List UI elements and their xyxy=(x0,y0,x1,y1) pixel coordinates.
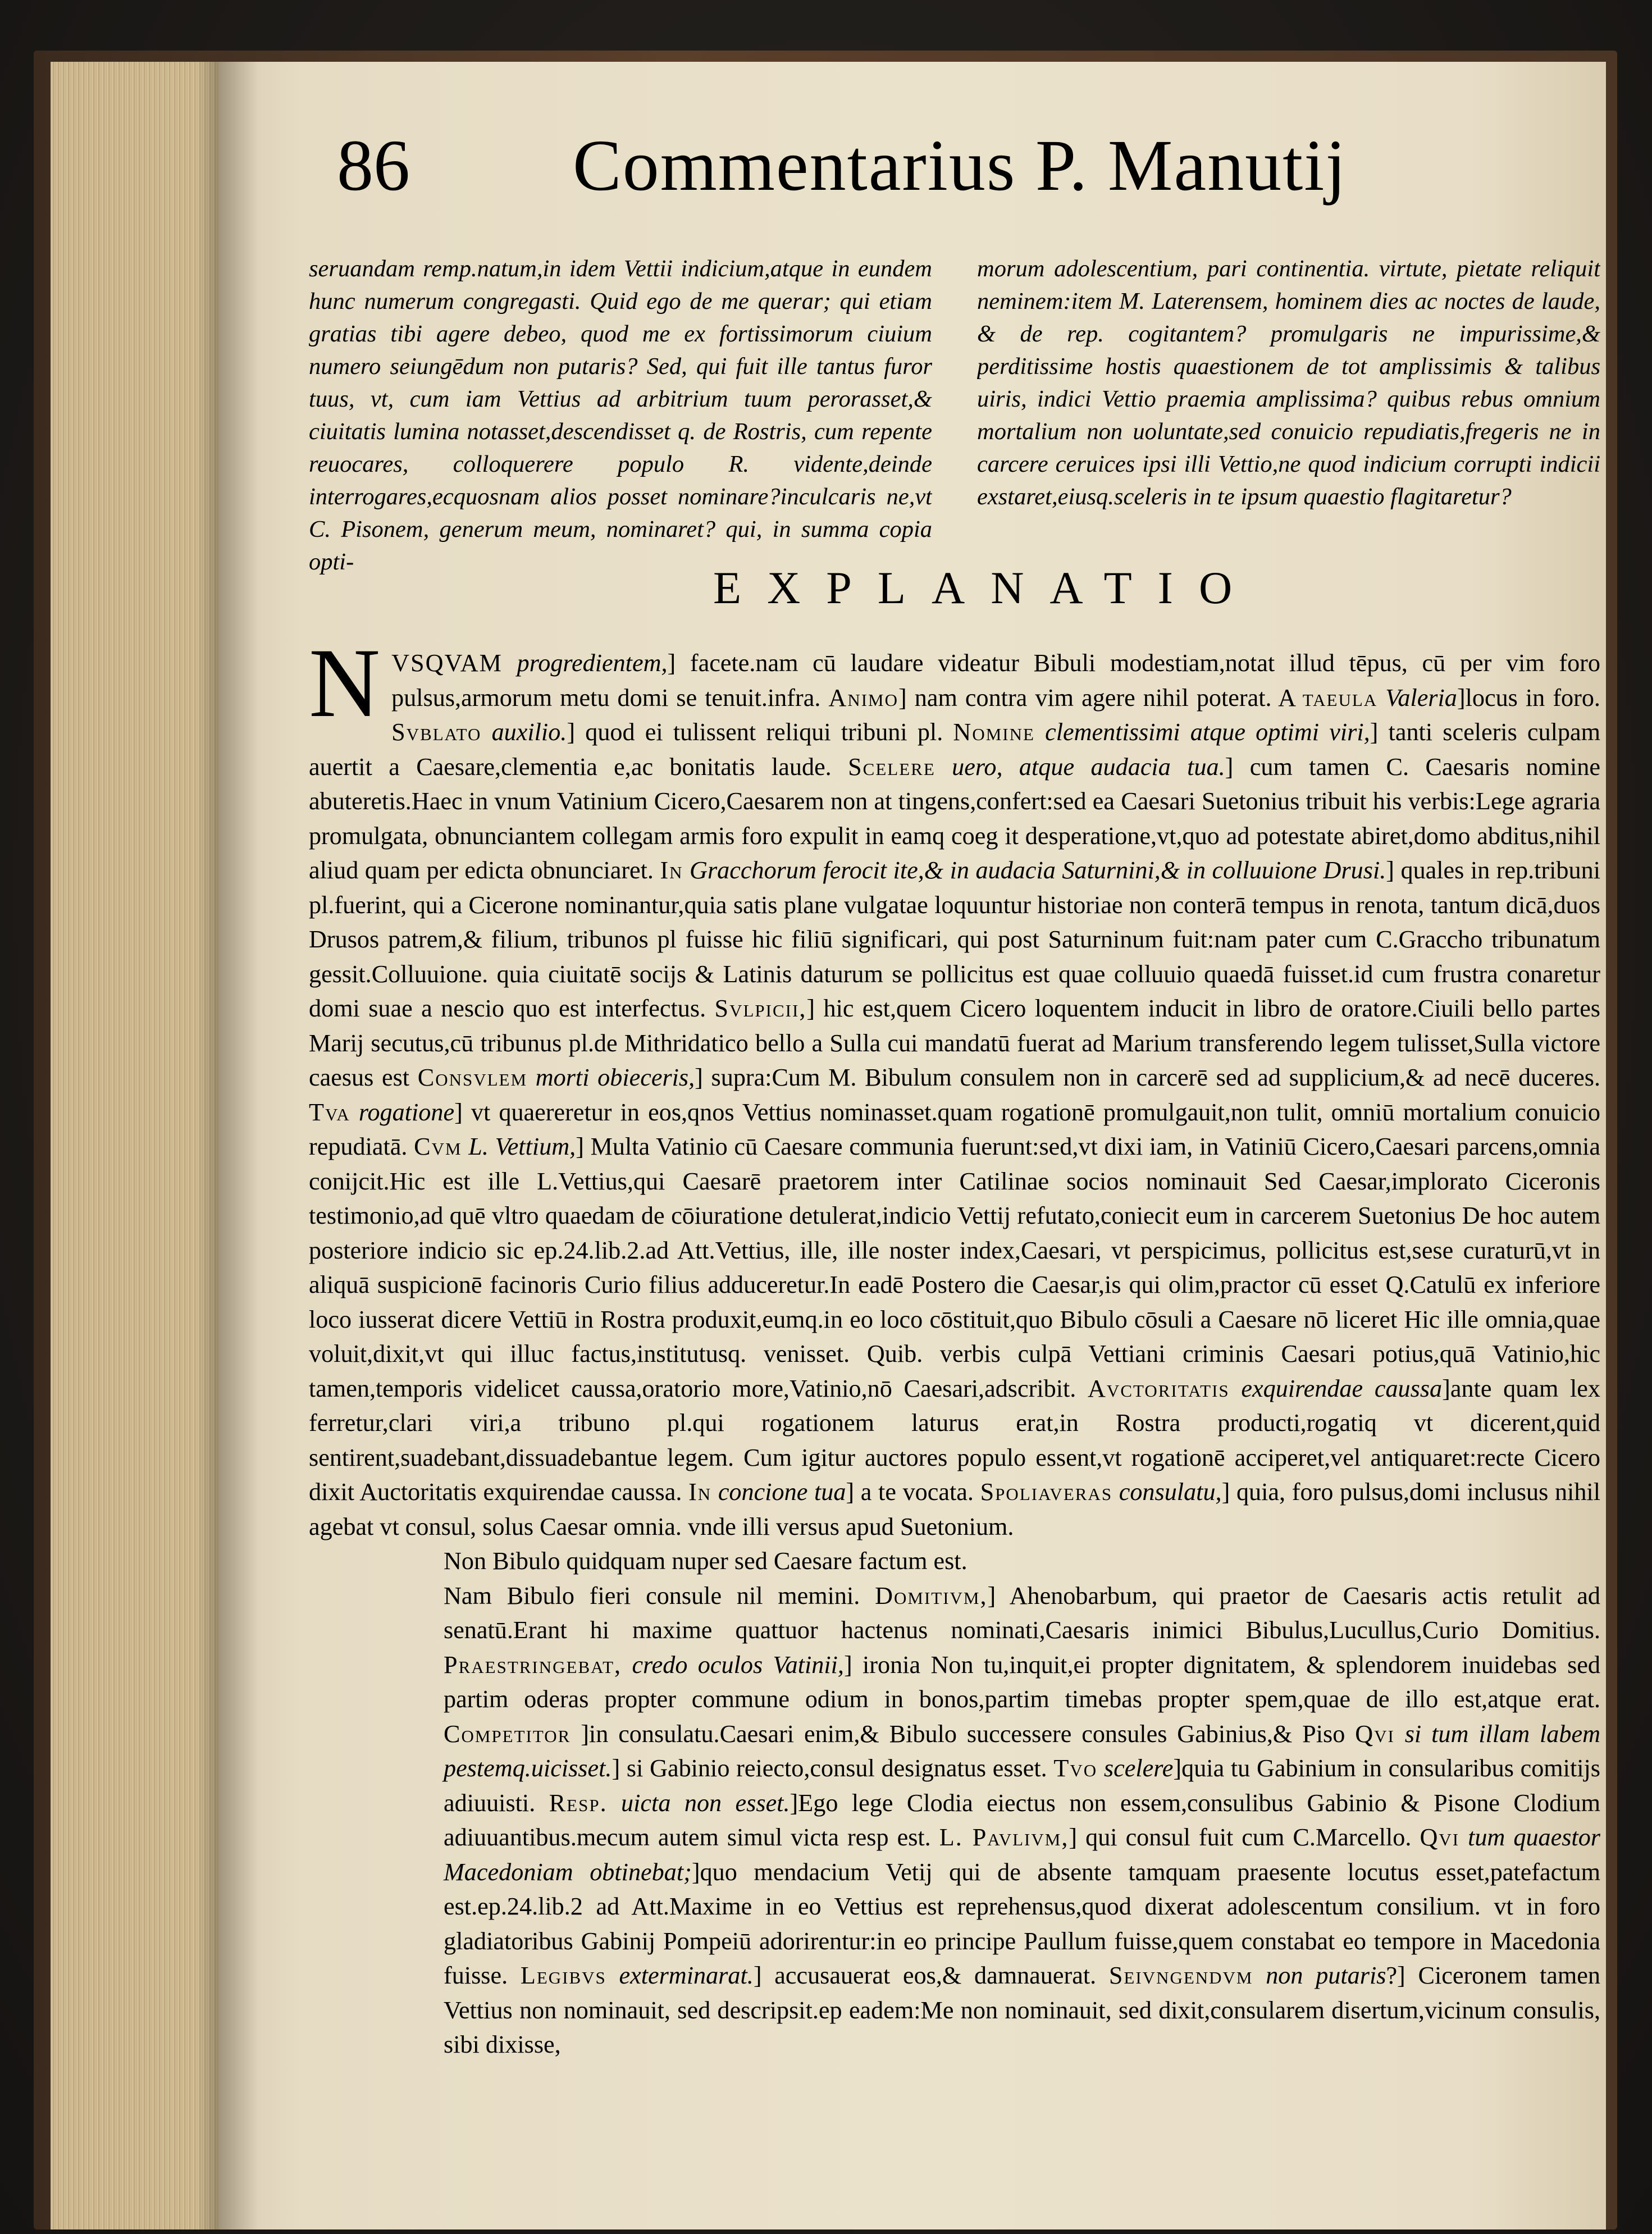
commentary-text: ] accusauerat eos,& damnauerat. xyxy=(753,1962,1109,1989)
commentary-text: ] tanti sceleris culpam auertit a Caesare,clementia e,ac bonitatis laude. xyxy=(309,718,1600,781)
lemma-phrase: si tum illam labem pestemq.uicisset. xyxy=(444,1720,1600,1782)
commentary-text: ?] Ciceronem tamen Vettius non nominauit, sed descripsit.ep eadem:Me non nominauit, sed dixit,consularem disertum,vicinum consulis, sibi dixisse, xyxy=(444,1962,1600,2058)
lemma-keyword: Qvi xyxy=(1420,1823,1460,1851)
lemma-phrase: consulatu, xyxy=(1112,1478,1222,1506)
running-title: Commentarius P. Manutij xyxy=(573,125,1347,206)
lemma-phrase: auxilio. xyxy=(481,718,567,746)
lemma-phrase: morti obieceris, xyxy=(527,1064,695,1091)
verse-line-2: Nam Bibulo fieri consule nil memini. xyxy=(444,1581,860,1610)
commentary-text: ] si Gabinio reiecto,consul designatus esset. xyxy=(611,1754,1054,1782)
lemma-keyword: Animo xyxy=(828,683,898,712)
quote-text-left: seruandam remp.natum,in idem Vettii indicium,atque in eundem hunc numerum congregasti. Quid ego de me querar; qui etiam gratias tibi agere debeo, quod me ex fortissimorum ciuium numero seiungēdum non putaris? Sed, qui fuit ille tantus furor tuus, vt, cum iam Vettius ad arbitrium tuum perorasset,& ciuitatis lumina notasset,descendisset q. de Rostris, cum repente reuocares, colloquerere populo R. vidente,deinde interrogares,ecquosnam alios posset nominare?inculcaris ne,vt C. Pisonem, generum meum, nominaret? qui, in summa copia opti- xyxy=(309,256,932,575)
commentary-text: ]in consulatu.Caesari enim,& Bibulo successere consules Gabinius,& Piso xyxy=(571,1720,1356,1748)
lemma-phrase: tum quaestor Macedoniam obtinebat; xyxy=(444,1823,1600,1886)
commentary-text: ] a te vocata. xyxy=(846,1478,980,1506)
commentary-text: ] Multa Vatinio cū Caesare communia fuerunt:sed,vt dixi iam, in Vatiniū Cicero,Caesari parcens,omnia conijcit.Hic est ille L.Vettius,qui Caesarē praetorem inter Catilinae socios nominauit Sed Caesar,implorato Ciceronis testimonio,ad quē vltro quaedam de cōiuratione detulerat,indicio Vettij refutato,coniecit eum in carcerem Suetonius De hoc autem posteriore indicio sic ep.24.lib.2.ad Att.Vettius, ille, ille noster index,Caesari, vt perspicimus, pollicitus est,sese curaturū,vt in aliquā suspicionē facinoris Curio filius adduceretur.In eadē Postero die Caesar,is qui olim,practor cū esset Q.Catulū ex inferiore loco iusserat dicere Vettiū in Rostra produxit,eumq.in eo loco cōstituit,quo Bibulo cōsuli a Caesare nō liceret Hic ille omnia,quae voluit,dixit,vt qui illuc factus,institutusq. venisset. Quib. verbis culpā Vettiani criminis Caesari potius,quā Vatinio,hic tamen,temporis videlicet caussa,oratorio more,Vatinio,nō Caesari,adscribit. xyxy=(309,1133,1600,1402)
commentary-text: ] quod ei tulissent reliqui tribuni pl. xyxy=(567,718,953,746)
lemma-phrase: concione tua xyxy=(711,1478,846,1506)
commentary-text: ] quia, foro pulsus,domi inclusus nihil agebat vt consul, solus Caesar omnia. vnde illi versus apud Suetonium. xyxy=(309,1478,1600,1540)
commentary-text: ] nam contra vim agere nihil poterat. A xyxy=(898,683,1303,712)
quote-text-right: morum adolescentium, pari continentia. virtute, pietate reliquit neminem:item M. Laterensem, hominem dies ac noctes de laude, & de rep. cogitantem? promulgaris ne impurissime,& perditissime hostis quaestionem de tot amplissimis & talibus uiris, indici Vettio praemia amplissima? quibus rebus omnium mortalium non uoluntate,sed conuicio repudiatis,fregeris ne in carcere ceruices ipsi illi Vettio,ne quod indicium corrupti indicii exstaret,eiusq.sceleris in te ipsum quaestio flagitaretur? xyxy=(977,256,1600,510)
lemma-keyword: Domitivm, xyxy=(875,1581,988,1610)
verse-line-1: Non Bibulo quidquam nuper sed Caesare factum est. xyxy=(444,1547,968,1575)
section-title: EXPLANATIO xyxy=(713,562,1258,613)
lemma-keyword: Competitor xyxy=(444,1720,571,1748)
quote-column-left xyxy=(309,253,932,584)
lemma-phrase: credo oculos Vatinii, xyxy=(622,1651,844,1679)
commentary-text: ] hic est,quem Cicero loquentem inducit in libro de oratore.Ciuili bello partes Marij secutus,cū tribunus pl.de Mithridatico bello a Sulla cui mandatū fuerat ad Marium transferendo legem tulisset,Sulla victore caesus est xyxy=(309,995,1600,1091)
lemma-quote xyxy=(309,253,1600,584)
commentary-text: ] ironia Non tu,inquit,ei propter dignitatem, & splendorem inuidebas sed partim oderas propter commune odium in bonos,partim timebas propter spem,quae de illo est,atque erat. xyxy=(444,1651,1600,1713)
lemma-keyword: In xyxy=(660,856,683,884)
commentary-text: ] facete.nam cū laudare videatur Bibuli modestiam,notat illud tēpus, cū per vim foro pulsus,armorum metu domi se tenuit.infra. xyxy=(391,649,1600,712)
lemma-phrase: exterminarat. xyxy=(606,1962,754,1989)
lemma-keyword: taeula xyxy=(1302,683,1378,712)
page-header xyxy=(337,124,1460,219)
lemma-keyword: Legibvs xyxy=(520,1962,606,1989)
commentary-text: ] qui consul fuit cum C.Marcello. xyxy=(1069,1823,1420,1851)
commentary-text: ] supra:Cum M. Bibulum consulem non in carcerē sed ad supplicium,& ad necē duceres. xyxy=(695,1064,1600,1091)
commentary-text: ]quia tu Gabinium in consularibus comitijs adiuuisti. xyxy=(444,1754,1600,1817)
lemma-keyword: In xyxy=(688,1478,712,1506)
commentary-text: ] cum tamen C. Caesaris nomine abuteretis.Haec in vnum Vatinium Cicero,Caesarem non at tingens,confert:sed ea Caesari Suetonius tribuit his verbis:Lege agraria promulgata, obnunciantem collegam armis foro expulit in eamq coeg it desperatione,vt,quo ad potestate abiret,domo abditus,nihil aliud quam per edicta obnunciaret. xyxy=(309,753,1600,884)
lemma-keyword: Svlpicii, xyxy=(714,995,807,1022)
commentary-text: ] quales in rep.tribuni pl.fuerint, qui a Cicerone nominantur,quia satis plane vulgatae loquuntur historiae non conterā tempus in renota, tantum dicā,duos Drusos patrem,& filium, tribunos pl fuisse hic filiū significari, qui post Saturninum fuit:nam pater cum C.Graccho tribunatum gessit.Colluuione. quia ciuitatē socijs & Latinis daturum se pollicitus est quae colluuio quaedā fuisset.id cum frustra conaretur domi suae a nescio quo est interfectus. xyxy=(309,856,1600,1022)
commentary-text: ]ante quam lex ferretur,clari viri,a tribuno pl.qui rogationem laturus erat,in Rostra producti,rogatiq vt dicerent,quid sentirent,suadebant,dissuadebantue legem. Cum igitur auctores populo essent,vt rogationē acciperet,vel antiquaret:recte Cicero dixit Auctoritatis exquirendae caussa. xyxy=(309,1374,1600,1506)
page-edges xyxy=(51,62,219,2230)
paragraph-1-runs xyxy=(309,646,1600,1540)
lemma-phrase: clementissimi atque optimi viri, xyxy=(1034,718,1370,746)
lemma-keyword: Praestringebat, xyxy=(444,1651,622,1679)
lemma-keyword: Nomine xyxy=(953,718,1035,746)
lemma-keyword: Svblato xyxy=(391,718,482,746)
lemma-phrase: exquirendae caussa xyxy=(1229,1374,1443,1402)
lemma-keyword: VSQVAM xyxy=(391,649,503,677)
drop-capital: N xyxy=(309,646,381,738)
lemma-keyword: Avctoritatis xyxy=(1088,1374,1230,1402)
commentary-text: ] vt quaereretur in eos,qnos Vettius nominasset.quam rogationē promulgauit,non tulit, omniū mortalium conuicio repudiatā. xyxy=(309,1098,1600,1160)
lemma-phrase: scelere xyxy=(1097,1754,1174,1782)
lemma-keyword: Consvlem xyxy=(417,1064,528,1091)
lemma-phrase: uicta non esset. xyxy=(607,1789,790,1817)
commentary-body xyxy=(309,646,1600,2157)
commentary-text: ]quo mendacium Vetij qui de absente tamquam praesente locutus esset,patefactum est.ep.24.lib.2 ad Att.Maxime in eo Vettius est reprehensus,quod dixerat adolescentum consilium. vt in foro gladiatoribus Gabinij Pompeiū adorirentur:in eo principe Paullum fuisse,quem constabat eo tempore in Macedonia fuisse. xyxy=(444,1858,1600,1989)
lemma-phrase: Valeria xyxy=(1377,683,1457,712)
lemma-phrase: progredientem, xyxy=(502,649,668,677)
commentary-paragraph-1 xyxy=(309,646,1600,1544)
lemma-phrase: rogatione xyxy=(350,1098,455,1126)
lemma-keyword: Qvi xyxy=(1355,1720,1395,1748)
paragraph-2-runs xyxy=(444,1582,1600,2059)
lemma-keyword: Resp. xyxy=(549,1789,608,1817)
lemma-keyword: L. Pavlivm, xyxy=(939,1823,1069,1851)
lemma-phrase: uero, atque audacia tua. xyxy=(935,753,1225,781)
lemma-keyword: Tva xyxy=(309,1098,350,1126)
commentary-text xyxy=(860,1582,875,1610)
folio-number: 86 xyxy=(337,125,410,206)
lemma-phrase: L. Vettium, xyxy=(462,1133,576,1160)
lemma-keyword: Spoliaveras xyxy=(980,1478,1113,1506)
verse-line-2-with-continuation xyxy=(309,1579,1600,2062)
lemma-keyword: Tvo xyxy=(1053,1754,1098,1782)
commentary-text: ]locus in foro. xyxy=(1457,683,1600,712)
lemma-phrase: Gracchorum ferocit ite,& in audacia Saturnini,& in colluuione Drusi. xyxy=(683,856,1386,884)
quote-column-right xyxy=(977,253,1600,584)
commentary-text: ]Ego lege Clodia eiectus non essem,consulibus Gabinio & Pisone Clodium adiuuantibus.mecum autem simul victa resp est. xyxy=(444,1789,1600,1851)
commentary-text: ] Ahenobarbum, qui praetor de Caesaris actis retulit ad senatū.Erant hi maxime quattuor hactenus nominati,Caesaris inimici Bibulus,Lucullus,Curio Domitius. xyxy=(444,1581,1600,1644)
lemma-keyword: Scelere xyxy=(848,753,935,781)
lemma-keyword: Seivngendvm xyxy=(1108,1962,1253,1989)
lemma-keyword: Cvm xyxy=(414,1133,462,1160)
lemma-phrase: non putaris xyxy=(1253,1962,1386,1989)
